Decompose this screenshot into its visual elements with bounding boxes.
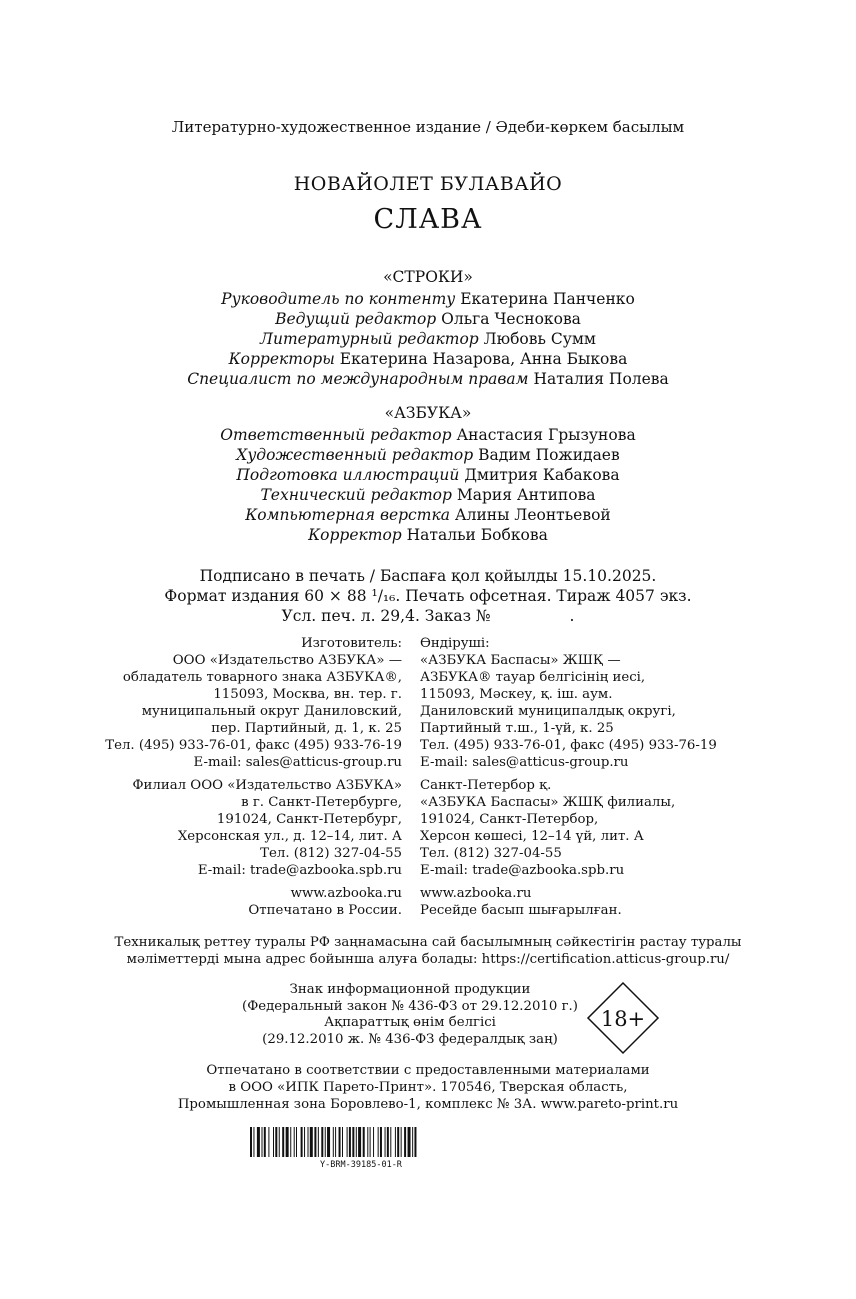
barcode-bar [321,1127,323,1157]
credit-name: Вадим Пожидаев [478,446,620,464]
barcode-bar [327,1127,330,1157]
azbuka-credits [0,403,856,545]
credit-line [0,485,856,505]
credit-role: Специалист по международным правам [187,370,529,388]
barcode-bar [268,1127,269,1157]
text-line: обладатель товарного знака АЗБУКА®, [122,670,402,685]
branch-kz [420,777,717,879]
barcode-bar [387,1127,389,1157]
barcode-bar [385,1127,386,1157]
text-line: Техникалық реттеу туралы РФ заңнамасына сай басылымның сәйкестігін растау туралы [114,935,742,950]
age-rating-text: 18+ [600,1007,646,1031]
text-line: ООО «Издательство АЗБУКА» — [172,653,402,668]
credit-name: Алины Леонтьевой [454,506,611,524]
barcode-bar [318,1127,319,1157]
barcode-bar [296,1127,297,1157]
credit-role: Литературный редактор [260,330,479,348]
credit-line [0,349,856,369]
details-russian [105,635,402,925]
barcode-bar [333,1127,334,1157]
text-line: 191024, Санкт-Петербург, [216,812,402,827]
footer-kz [420,885,717,919]
credit-line [0,505,856,525]
barcode-bar [250,1127,252,1157]
barcode-bar [352,1127,354,1157]
text-line: Тел. (812) 327-04-55 [420,846,562,861]
barcode-bar [308,1127,309,1157]
credit-name: Екатерина Панченко [460,290,635,308]
info-product-sign [0,982,820,1048]
branch-ru [105,777,402,879]
barcode-bar [370,1127,371,1157]
text-line: Тел. (495) 933-76-01, факс (495) 933-76-19 [105,738,402,753]
credit-role: Руководитель по контенту [221,290,456,308]
credit-name: Екатерина Назарова, Анна Быкова [339,350,628,368]
print-format-line: Формат издания 60 × 88 ¹/₁₆. Печать офсетная. Тираж 4057 экз. [164,587,692,605]
credit-role: Компьютерная верстка [245,506,450,524]
barcode-bar [378,1127,379,1157]
credit-role: Технический редактор [260,486,452,504]
genre-line: Литературно-художественное издание / Әдеби-көркем басылым [171,118,685,136]
author-name: НОВАЙОЛЕТ БУЛАВАЙО [293,173,563,195]
barcode-bar [286,1127,289,1157]
barcode-bar [253,1127,254,1157]
website-link[interactable]: www.azbooka.ru [290,886,402,901]
book-title: СЛАВА [373,204,483,235]
text-line: 191024, Санкт-Петербор, [420,812,599,827]
text-line: 115093, Москва, вн. тер. г. [213,687,402,702]
text-line: АЗБУКА® тауар белгісінің иесі, [420,670,646,685]
text-line: «АЗБУКА Баспасы» ЖШҚ — [420,653,621,668]
details-kazakh [420,635,717,925]
barcode-bar [262,1127,263,1157]
barcode-bar [325,1127,326,1157]
text-line: Даниловский муниципалдық округі, [420,704,676,719]
diamond-icon [585,980,661,1056]
credit-name: Натальи Бобкова [406,526,548,544]
text-line: муниципальный округ Даниловский, [141,704,402,719]
text-line: в г. Санкт-Петербурге, [241,795,402,810]
barcode-bar [363,1127,365,1157]
print-order-line: Усл. печ. л. 29,4. Заказ № . [281,607,575,625]
credit-name: Наталия Полева [533,370,669,388]
barcode-bar [414,1127,416,1157]
credit-role: Корректор [308,526,402,544]
barcode-bar [390,1127,391,1157]
certification-note [0,934,856,968]
text-line: (29.12.2010 ж. № 436-ФЗ федералдық заң) [262,1031,558,1047]
barcode-label: Y-BRM-39185-01-R [320,1160,402,1170]
barcode-bar [314,1127,316,1157]
text-line: Партийный т.ш., 1-үй, к. 25 [420,721,614,736]
stroki-credits [0,267,856,389]
text-line: Тел. (495) 933-76-01, факс (495) 933-76-19 [420,738,717,753]
credit-role: Ведущий редактор [275,310,437,328]
barcode-bar [349,1127,351,1157]
barcode-bar [358,1127,361,1157]
manufacturer-kz [420,635,717,771]
barcode-bar [401,1127,402,1157]
barcode-bar [380,1127,382,1157]
print-signed-line: Подписано в печать / Баспаға қол қойылды 15.10.2025. [199,567,657,585]
text-line: E-mail: sales@atticus-group.ru [193,755,402,770]
text-line: Ақпараттық өнім белгісі [324,1015,496,1030]
text-line: E-mail: trade@azbooka.spb.ru [197,863,402,878]
barcode-bar [347,1127,348,1157]
text-line: мәліметтерді мына адрес бойынша алуға болады: https://certification.atticus-group.ru/ [126,952,730,967]
barcode-bar [294,1127,295,1157]
text-line: Херсонская ул., д. 12–14, лит. А [177,829,402,844]
barcode-bar [412,1127,413,1157]
barcode-bar [404,1127,406,1157]
text-line: Санкт-Петербор қ. [420,778,552,793]
barcode-bar [373,1127,374,1157]
credit-role: Художественный редактор [236,446,474,464]
credit-name: Дмитрия Кабакова [464,466,620,484]
text-line: Знак информационной продукции [289,982,531,997]
barcode-bar [279,1127,280,1157]
barcode-bar [273,1127,274,1157]
text-line: «АЗБУКА Баспасы» ЖШҚ филиалы, [420,795,676,810]
text-line: Тел. (812) 327-04-55 [260,846,402,861]
barcode-bar [264,1127,266,1157]
barcode-bar [342,1127,343,1157]
credit-line [0,465,856,485]
barcode-bars [250,1127,472,1157]
credit-line [0,525,856,545]
text-line: E-mail: trade@azbooka.spb.ru [420,863,625,878]
text-line: Өндіруші: [420,636,490,651]
barcode-bar [310,1127,313,1157]
barcode-bar [335,1127,336,1157]
printing-house-note [0,1062,856,1113]
barcode-bar [304,1127,305,1157]
text-line: Промышленная зона Боровлево-1, комплекс № 3А. www.pareto-print.ru [177,1097,679,1112]
print-info [0,566,856,626]
credit-line [0,369,856,389]
footer-ru [105,885,402,919]
text-line: Ресейде басып шығарылған. [420,903,622,918]
text-line: пер. Партийный, д. 1, к. 25 [211,721,402,736]
barcode-bar [408,1127,411,1157]
publisher-stroki: «СТРОКИ» [383,268,473,286]
barcode-bar [301,1127,303,1157]
text-line: E-mail: sales@atticus-group.ru [420,755,629,770]
publisher-azbuka: «АЗБУКА» [384,404,472,422]
credit-line [0,329,856,349]
barcode-bar [257,1127,260,1157]
text-line: в ООО «ИПК Парето-Принт». 170546, Тверская область, [228,1080,628,1095]
text-line: 115093, Мәскеу, қ. іш. аум. [420,687,613,702]
credit-role: Подготовка иллюстраций [236,466,460,484]
barcode-bar [367,1127,368,1157]
barcode-bar [356,1127,357,1157]
barcode-bar [290,1127,291,1157]
age-rating-badge [585,980,661,1056]
manufacturer-ru [105,635,402,771]
barcode-bar [339,1127,341,1157]
credit-name: Анастасия Грызунова [456,426,636,444]
text-line: Отпечатано в соответствии с предоставленными материалами [206,1063,650,1078]
text-line: Изготовитель: [301,636,402,651]
barcode-bar [395,1127,396,1157]
text-line: Филиал ООО «Издательство АЗБУКА» [132,778,402,793]
website-link[interactable]: www.azbooka.ru [420,886,532,901]
barcode-bar [282,1127,284,1157]
credit-name: Ольга Чеснокова [441,310,581,328]
barcode [250,1127,472,1157]
barcode-bar [275,1127,277,1157]
credit-role: Корректоры [228,350,335,368]
credit-name: Мария Антипова [456,486,596,504]
text-line: Отпечатано в России. [248,903,402,918]
credit-line [0,425,856,445]
credit-role: Ответственный редактор [220,426,452,444]
credit-line [0,445,856,465]
text-line: Херсон көшесі, 12–14 үй, лит. А [420,829,644,844]
barcode-bar [397,1127,399,1157]
credit-line [0,289,856,309]
text-line: (Федеральный закон № 436-ФЗ от 29.12.2010 г.) [242,998,578,1014]
credit-name: Любовь Сумм [483,330,596,348]
credit-line [0,309,856,329]
